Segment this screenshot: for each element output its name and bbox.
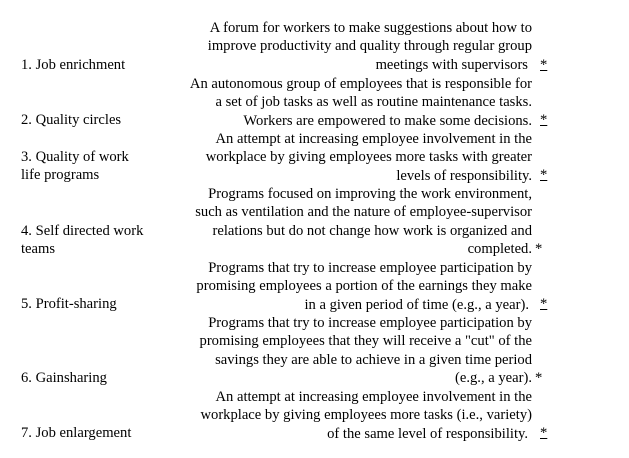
marker-3: *: [540, 167, 548, 183]
term-2: 2. Quality circles: [21, 112, 122, 128]
definition-2-line-2: a set of job tasks as well as routine maintenance tasks.: [215, 94, 532, 111]
term-5: 5. Profit-sharing: [21, 296, 117, 312]
definition-4: [142, 185, 532, 258]
definition-2-line-3: Workers are empowered to make some decisions.: [243, 112, 532, 129]
definition-6-line-3: savings they are able to achieve in a given time period: [215, 351, 532, 368]
term-1: 1. Job enrichment: [21, 57, 126, 73]
definition-7-line-1: An attempt at increasing employee involvement in the: [215, 389, 532, 405]
definition-3: [142, 130, 532, 185]
marker-5: *: [540, 296, 548, 312]
marker-7: *: [540, 425, 548, 441]
definition-4-line-3: relations but do not change how work is organized and: [212, 222, 532, 239]
term-6: 6. Gainsharing: [21, 370, 107, 386]
definition-2-line-1: An autonomous group of employees that is responsible for: [189, 76, 532, 92]
definition-4-line-1: Programs focused on improving the work environment,: [208, 186, 532, 202]
definition-7: [142, 388, 532, 443]
term-4: 4. Self directed work teams: [21, 223, 144, 258]
definition-4-line-2: such as ventilation and the nature of employee-supervisor: [195, 204, 532, 221]
term-7: 7. Job enlargement: [21, 425, 132, 441]
marker-1: *: [540, 57, 548, 73]
definition-5-line-3: in a given period of time (e.g., a year).: [304, 296, 529, 313]
definition-1-line-2: improve productivity and quality through regular group: [207, 38, 532, 55]
definition-7-line-2: workplace by giving employees more tasks (i.e., variety): [200, 407, 532, 424]
definition-6: [142, 314, 532, 387]
definition-1-line-1: A forum for workers to make suggestions about how to: [209, 20, 532, 36]
definition-5: [142, 259, 532, 314]
definition-3-line-3: levels of responsibility.: [396, 167, 532, 184]
marker-2: *: [540, 112, 548, 128]
term-3: 3. Quality of work life programs: [21, 149, 129, 184]
definition-7-line-3: of the same level of responsibility.: [327, 425, 528, 442]
definition-5-line-1: Programs that try to increase employee participation by: [208, 260, 532, 276]
definition-1: [142, 19, 532, 74]
marker-6: *: [535, 370, 543, 386]
marker-4: *: [535, 241, 543, 257]
definition-1-line-3: meetings with supervisors: [375, 56, 528, 73]
definition-5-line-2: promising employees a portion of the earnings they make: [196, 278, 532, 295]
definition-6-line-4: (e.g., a year).: [455, 369, 532, 386]
definition-4-line-4: completed.: [467, 240, 532, 257]
definition-3-line-1: An attempt at increasing employee involvement in the: [215, 131, 532, 147]
definition-6-line-2: promising employees that they will receive a "cut" of the: [199, 333, 532, 350]
definition-3-line-2: workplace by giving employees more tasks with greater: [205, 149, 532, 166]
definition-6-line-1: Programs that try to increase employee participation by: [208, 315, 532, 331]
definition-2: [142, 75, 532, 130]
